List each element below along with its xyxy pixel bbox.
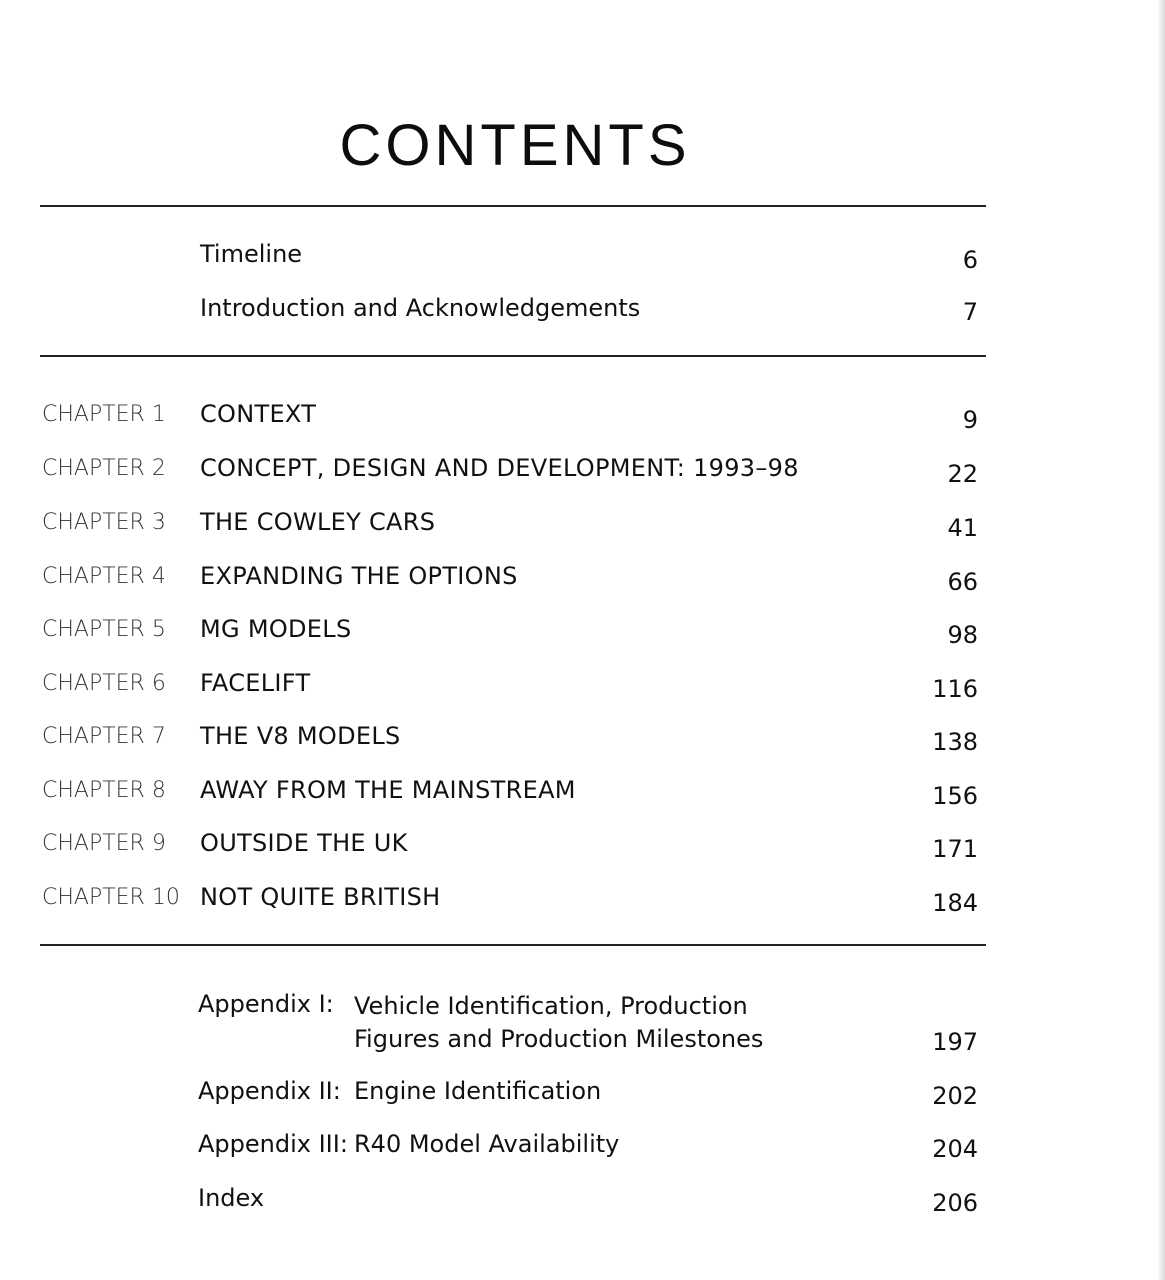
appendix-label: Appendix II: (198, 1077, 341, 1105)
toc-entry-title: Timeline (200, 240, 303, 268)
index-page: 206 (932, 1189, 978, 1217)
appendix-title: Vehicle Identification, Production Figures and Production Milestones (354, 992, 764, 1053)
toc-chapter-5[interactable] (0, 613, 1165, 653)
toc-entry-introduction[interactable] (0, 292, 1165, 332)
chapter-page: 9 (962, 406, 978, 434)
toc-appendix-2[interactable] (0, 1077, 1165, 1117)
chapter-page: 98 (947, 621, 978, 649)
divider-top (40, 205, 986, 207)
chapter-title: FACELIFT (200, 669, 311, 697)
chapter-page: 22 (947, 460, 978, 488)
appendix-title: R40 Model Availability (354, 1130, 620, 1158)
toc-chapter-6[interactable] (0, 667, 1165, 707)
toc-chapter-7[interactable] (0, 720, 1165, 760)
chapter-label: CHAPTER 1 (42, 402, 166, 427)
page-title: CONTENTS (339, 113, 691, 178)
chapter-page: 156 (932, 782, 978, 810)
toc-entry-page: 6 (962, 246, 978, 274)
chapter-label: CHAPTER 8 (42, 778, 166, 803)
chapter-label: CHAPTER 10 (42, 885, 180, 910)
toc-chapter-9[interactable] (0, 827, 1165, 867)
toc-entry-page: 7 (962, 298, 978, 326)
toc-chapter-10[interactable] (0, 881, 1165, 921)
chapter-title: AWAY FROM THE MAINSTREAM (200, 776, 576, 804)
divider-chapters-top (40, 355, 986, 357)
toc-chapter-4[interactable] (0, 560, 1165, 600)
appendix-page: 204 (932, 1135, 978, 1163)
divider-appendices-top (40, 944, 986, 946)
chapter-label: CHAPTER 7 (42, 724, 166, 749)
chapter-title: OUTSIDE THE UK (200, 829, 408, 857)
toc-appendix-3[interactable] (0, 1130, 1165, 1170)
chapter-title: EXPANDING THE OPTIONS (200, 562, 518, 590)
appendix-label: Appendix I: (198, 990, 334, 1018)
chapter-title: CONTEXT (200, 400, 317, 428)
chapter-label: CHAPTER 2 (42, 456, 166, 481)
appendix-page: 197 (932, 1028, 978, 1056)
chapter-page: 66 (947, 568, 978, 596)
toc-chapter-1[interactable] (0, 398, 1165, 438)
chapter-page: 184 (932, 889, 978, 917)
toc-chapter-8[interactable] (0, 774, 1165, 814)
chapter-page: 138 (932, 728, 978, 756)
chapter-title: CONCEPT, DESIGN AND DEVELOPMENT: 1993–98 (200, 454, 799, 482)
chapter-title: NOT QUITE BRITISH (200, 883, 441, 911)
chapter-label: CHAPTER 6 (42, 671, 166, 696)
chapter-page: 116 (932, 675, 978, 703)
appendix-page: 202 (932, 1082, 978, 1110)
chapter-title: THE V8 MODELS (200, 722, 401, 750)
appendix-title: Engine Identification (354, 1077, 602, 1105)
toc-index[interactable] (0, 1184, 1165, 1224)
appendix-label: Appendix III: (198, 1130, 348, 1158)
toc-entry-timeline[interactable] (0, 238, 1165, 278)
toc-chapter-3[interactable] (0, 506, 1165, 546)
chapter-label: CHAPTER 9 (42, 831, 166, 856)
toc-appendix-1[interactable] (0, 990, 1165, 1060)
chapter-label: CHAPTER 4 (42, 564, 166, 589)
chapter-label: CHAPTER 3 (42, 510, 166, 535)
index-title: Index (198, 1184, 265, 1212)
chapter-title: MG MODELS (200, 615, 352, 643)
toc-entry-title: Introduction and Acknowledgements (200, 294, 641, 322)
chapter-label: CHAPTER 5 (42, 617, 166, 642)
chapter-page: 41 (947, 514, 978, 542)
chapter-title: THE COWLEY CARS (200, 508, 436, 536)
toc-chapter-2[interactable] (0, 452, 1165, 492)
chapter-page: 171 (932, 835, 978, 863)
